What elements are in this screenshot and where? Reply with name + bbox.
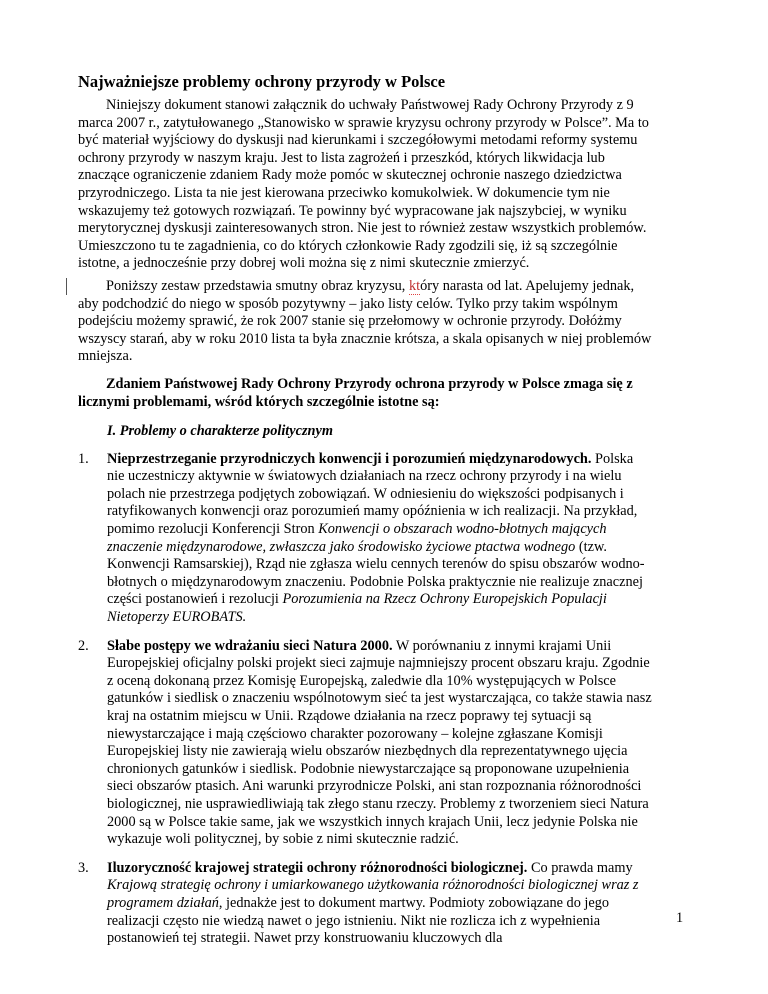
list-item-italic-text: Konwencji o obszarach wodno-błotnych mających znaczenie międzynarodowe, zwłaszcza jako środowisko życiowe ptactwa wodnego (107, 521, 607, 555)
appeal-text-rest: óry narasta od lat. Apelujemy jednak, aby podchodzić do niego w sposób pozytywny – jako listy celów. Tylko przy takim wspólnym podejściu możemy sprawić, że rok 2007 stanie się przełomowy w ochronie przyrody. Dołóżmy wszyscy starań, aby w roku 2010 lista ta była znacznie krótsza, a skala opisanych w niej problemów mniejsza. (78, 277, 652, 365)
appeal-paragraph (78, 278, 652, 366)
section-heading: I. Problemy o charakterze politycznym (107, 423, 333, 440)
summary-paragraph: Zdaniem Państwowej Rady Ochrony Przyrody ochrona przyrody w Polsce zmaga się z licznymi problemami, wśród których szczególnie istotne są: (78, 375, 633, 410)
document-body (78, 71, 652, 959)
list-item-title: Iluzoryczność krajowej strategii ochrony różnorodności biologicznej. (107, 859, 528, 876)
list-item-text: , jednakże jest to dokument martwy. Podmioty zobowiązane do jego realizacji często nie wiedzą nawet o jego istnieniu. Nikt nie rozlicza ich z wypełnienia postanowień tej strategii. Nawet przy konstruowaniu kluczowych dla (107, 894, 610, 947)
document-title: Najważniejsze problemy ochrony przyrody w Polsce (78, 72, 446, 91)
appeal-text-start: Poniższy zestaw przedstawia smutny obraz kryzysu, (106, 277, 409, 294)
list-item-number: 1. (78, 450, 89, 467)
page-number: 1 (676, 910, 684, 926)
list-item (78, 451, 652, 627)
list-item-number: 3. (78, 859, 89, 876)
list-item-title: Słabe postępy we wdrażaniu sieci Natura 2000. (107, 637, 393, 654)
list-item-title: Nieprzestrzeganie przyrodniczych konwencji i porozumień międzynarodowych. (107, 450, 592, 467)
list-item-text: Co prawda mamy (527, 859, 633, 876)
spellcheck-marked-text[interactable]: kt (408, 277, 421, 294)
intro-paragraph: Niniejszy dokument stanowi załącznik do uchwały Państwowej Rady Ochrony Przyrody z 9 marca 2007 r., zatytułowanego „Stanowisko w sprawie kryzysu ochrony przyrody w Polsce”. Ma to być materiał wyjściowy do dyskusji nad kierunkami i szczegółowymi metodami reformy systemu ochrony przyrody w naszym kraju. Jest to lista zagrożeń i przeszkód, których likwidacja lub znaczące ograniczenie zdaniem Rady może pomóc w skutecznej ochronie naszego dziedzictwa przyrodniczego. Lista ta nie jest kierowana przeciwko komukolwiek. W dokumencie tym nie wskazujemy też gotowych rozwiązań. Te powinny być wypracowane jak najszybciej, w wyniku merytorycznej dyskusji zainteresowanych stron. Nie jest to również zestaw wszystkich problemów. Umieszczono tu te zagadnienia, co do których członkowie Rady zgodzili się, iż są szczególnie istotne, a jednocześnie przy dobrej woli można się z nimi skutecznie zmierzyć. (78, 97, 649, 272)
list-item-text: Polska nie uczestniczy aktywnie w światowych działaniach na rzecz ochrony przyrody i na wielu polach nie przestrzega podjętych zobowiązań. W odniesieniu do większości podpisanych i ratyfikowanych konwencji oraz porozumień mamy opóźnienia w ich realizacji. Na przykład, pomimo rezolucji Konferencji Stron (107, 450, 638, 538)
list-item-text: (tzw. Konwencji Ramsarskiej), Rząd nie zgłasza wielu cennych terenów do spisu obszarów wodno-błotnych o międzynarodowym znaczeniu. Podobnie Polska praktycznie nie realizuje znacznej części postanowień i rezolucji (107, 538, 645, 608)
list-item-italic-text: Krajową strategię ochrony i umiarkowanego użytkowania różnorodności biologicznej wraz z programem działań (107, 877, 639, 911)
text-cursor (66, 278, 67, 295)
list-item-number: 2. (78, 637, 89, 654)
list-item-text: W porównaniu z innymi krajami Unii Europejskiej oficjalny polski projekt sieci zajmuje najmniejszy procent obszaru kraju. Zgodnie z oceną dokonaną przez Komisję Europejską, zaledwie dla 10% występujących w Polsce gatunków i siedlisk o znaczeniu wspólnotowym sieć ta jest wystarczająca, co także stawia nasz kraj na ostatnim miejscu w Unii. Rządowe działania na rzecz poprawy tej sytuacji są niewystarczające i mają częściowo charakter pozorowany – kolejne zgłaszane Komisji Europejskiej listy nie zawierają wielu obszarów niezbędnych dla reprezentatywnego ujęcia chronionych gatunków i siedlisk. Podobnie niewystarczające są proponowane uzupełnienia sieci obszarów ptasich. Ani warunki przyrodnicze Polski, ani stan rozpoznania różnorodności biologicznej, nie usprawiedliwiają tak złego stanu rzeczy. Problemy z tworzeniem sieci Natura 2000 są w Polsce takie same, jak we wszystkich innych krajach Unii, lecz jedynie Polska nie wykazuje woli politycznej, by sobie z nimi skutecznie radzić. (107, 637, 652, 848)
problem-list (78, 451, 652, 948)
list-item (78, 638, 652, 849)
list-item (78, 860, 652, 948)
list-item-italic-text: Porozumienia na Rzecz Ochrony Europejskich Populacji Nietoperzy EUROBATS. (107, 591, 607, 626)
